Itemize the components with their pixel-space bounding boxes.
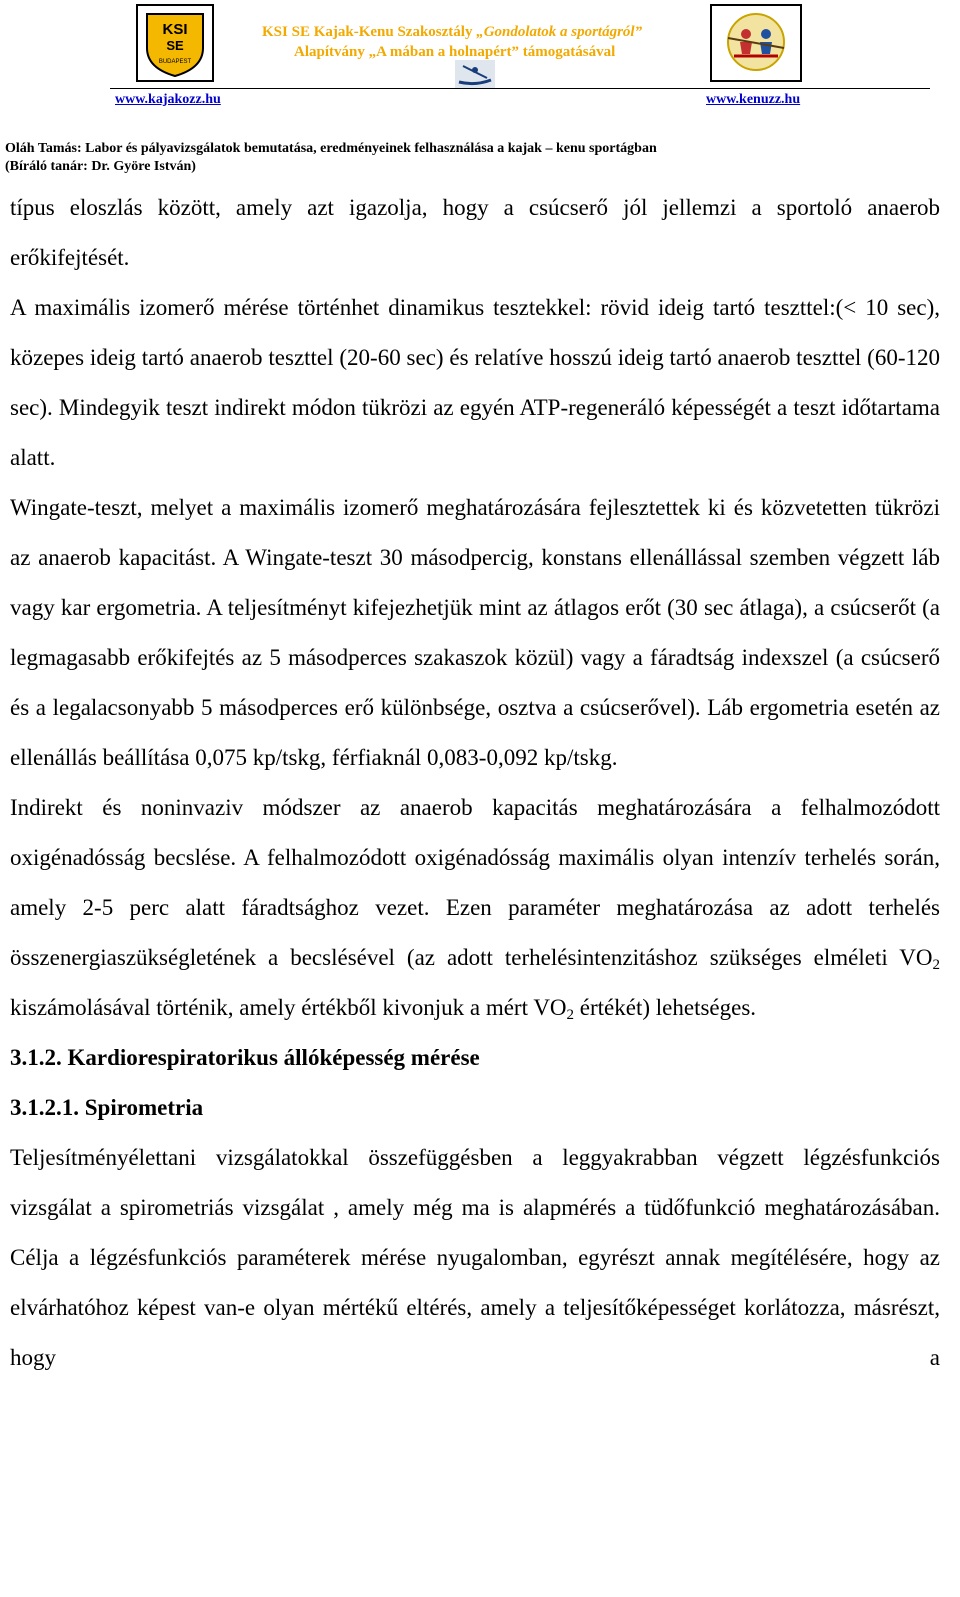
author-line: Oláh Tamás: Labor és pályavizsgálatok bemutatása, eredményeinek felhasználása a kajak – kenu sportágban <box>5 141 657 156</box>
header-title-club: KSI SE Kajak-Kenu Szakosztály <box>262 24 477 40</box>
document-body <box>10 183 940 1383</box>
kenuzz-link[interactable]: www.kenuzz.hu <box>706 92 801 107</box>
kenu-logo <box>710 4 802 82</box>
header-title-motto: „Gondolatok a sportágról” <box>476 24 643 40</box>
kajakozz-link[interactable]: www.kajakozz.hu <box>115 92 221 107</box>
page-header <box>0 0 960 190</box>
kayak-icon <box>455 60 495 88</box>
reviewer-line: (Bíráló tanár: Dr. Györe István) <box>5 159 196 174</box>
paragraph-4-part-a: Indirekt és noninvaziv módszer az anaerob kapacitás meghatározására a felhalmozódott oxigénadósság becslése. A felhalmozódott oxigénadósság maximális olyan intenzív terhelés során, amely 2-5 perc alatt fáradtsághoz vezet. Ezen paraméter meghatározása az adott terhelés összenergiaszükségletének a becslésével (az adott terhelésintenzitáshoz szükséges elméleti VO <box>10 795 940 970</box>
paragraph-4-part-c: értékét) lehetséges. <box>574 995 757 1020</box>
paragraph-4-part-b: kiszámolásával történik, amely értékből kivonjuk a mért VO <box>10 995 567 1020</box>
paragraph-3: Wingate-teszt, melyet a maximális izomerő meghatározására fejlesztettek ki és közvetetten tükrözi az anaerob kapacitást. A Wingate-teszt 30 másodpercig, konstans ellenállással szemben végzett láb vagy kar ergometria. A teljesítményt kifejezhetjük mint az átlagos erőt (30 sec átlaga), a csúcserőt (a legmagasabb erőkifejtés az 5 másodperces szakaszok közül) vagy a fáradtság indexszel (a csúcserő és a legalacsonyabb 5 másodperces erő különbsége, osztva a csúcserővel). Láb ergometria esetén az ellenállás beállítása 0,075 kp/tskg, férfiaknál 0,083-0,092 kp/tskg. <box>10 495 940 770</box>
paddlers-icon <box>714 8 798 78</box>
subscript-2: 2 <box>566 1007 575 1023</box>
shield-icon <box>141 8 209 78</box>
header-divider <box>110 88 930 89</box>
paragraph-2: A maximális izomerő mérése történhet dinamikus tesztekkel: rövid ideig tartó teszttel:(< 10 sec), közepes ideig tartó anaerob teszttel (20-60 sec) és relatíve hosszú ideig tartó anaerob teszttel (60-120 sec). Mindegyik teszt indirekt módon tükrözi az egyén ATP-regeneráló képességét a teszt időtartama alatt. <box>10 295 940 470</box>
ksi-se-logo <box>136 4 214 82</box>
section-heading: 3.1.2. Kardiorespiratorikus állóképesség mérése <box>10 1045 480 1070</box>
logo-text-city: BUDAPEST <box>158 59 192 65</box>
paragraph-4 <box>10 783 940 1033</box>
logo-text-se: SE <box>166 38 184 53</box>
paragraph-1: típus eloszlás között, amely azt igazolja, hogy a csúcserő jól jellemzi a sportoló anaerob erőkifejtését. <box>10 195 940 270</box>
header-title <box>262 22 682 42</box>
logo-text-ksi: KSI <box>162 21 188 38</box>
paragraph-5: Teljesítményélettani vizsgálatokkal összefüggésben a leggyakrabban végzett légzésfunkciós vizsgálat a spirometriás vizsgálat , amely még ma is alapmérés a tüdőfunkció meghatározásában. Célja a légzésfunkciós paraméterek mérése nyugalomban, egyrészt annak megítélésére, hogy az elvárhatóhoz képest van-e olyan mértékű eltérés, amely a teljesítőképességet korlátozza, másrészt, hogy a <box>10 1145 940 1370</box>
subsection-heading: 3.1.2.1. Spirometria <box>10 1095 204 1120</box>
subscript-2: 2 <box>932 957 940 973</box>
header-subtitle: Alapítvány „A mában a holnapért” támogatásával <box>294 44 616 60</box>
